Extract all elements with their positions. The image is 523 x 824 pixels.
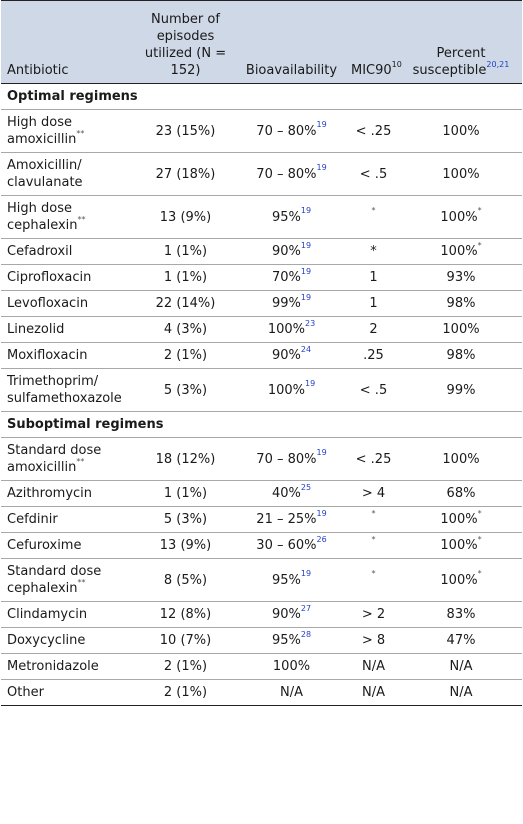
cell-antibiotic <box>1 559 135 602</box>
susceptible-value: 98% <box>446 296 476 311</box>
reference-link[interactable]: 25 <box>300 482 312 492</box>
table-row <box>1 438 522 481</box>
cell-antibiotic <box>1 680 135 706</box>
cell-episodes <box>135 438 236 481</box>
cell-episodes <box>135 110 236 153</box>
episodes-value: 23 (15%) <box>155 123 216 139</box>
section-title: Suboptimal regimens <box>7 417 164 432</box>
table-row <box>1 265 522 291</box>
table-row <box>1 369 522 412</box>
header-susceptible-label: Percent susceptible <box>412 46 487 78</box>
bioavailability-value: 95% <box>271 209 301 225</box>
cell-susceptible <box>400 602 522 628</box>
susceptible-value: 98% <box>446 348 476 363</box>
table-row <box>1 291 522 317</box>
mic90-value: < .5 <box>359 166 388 182</box>
mic90-value: < .5 <box>359 382 388 398</box>
cell-antibiotic <box>1 369 135 412</box>
cell-mic90 <box>347 680 400 706</box>
footnote-mark: * <box>477 508 482 518</box>
reference-link[interactable]: 19 <box>304 379 316 389</box>
antibiotic-name: Clindamycin <box>7 607 88 622</box>
mic90-value: < .25 <box>355 123 392 139</box>
mic90-value: < .25 <box>355 451 392 467</box>
susceptible-value: 83% <box>446 607 476 622</box>
cell-mic90 <box>347 481 400 507</box>
susceptible-value: 99% <box>446 382 476 398</box>
mic90-value: 1 <box>369 270 378 285</box>
susceptible-value: 100% <box>442 451 480 467</box>
reference-link[interactable]: 19 <box>316 163 327 173</box>
cell-antibiotic <box>1 239 135 265</box>
reference-link[interactable]: 19 <box>300 569 312 579</box>
susceptible-value: 100% <box>440 572 478 588</box>
bioavailability-value: 40% <box>271 486 301 501</box>
susceptible-value: 93% <box>446 270 476 285</box>
mic90-value: 1 <box>369 296 378 311</box>
cell-susceptible <box>400 533 522 559</box>
table-row <box>1 110 522 153</box>
susceptible-value: N/A <box>449 685 473 700</box>
cell-susceptible <box>400 559 522 602</box>
antibiotic-name: Standard dose cephalexin <box>7 564 102 596</box>
cell-susceptible <box>400 481 522 507</box>
cell-antibiotic <box>1 602 135 628</box>
episodes-value: 18 (12%) <box>155 451 216 467</box>
cell-episodes <box>135 239 236 265</box>
reference-link[interactable]: 26 <box>316 534 327 544</box>
cell-episodes <box>135 481 236 507</box>
cell-bioavailability <box>236 265 347 291</box>
antibiotic-name: Levofloxacin <box>7 296 89 311</box>
table-row <box>1 680 522 706</box>
antibiotic-name: Cefdinir <box>7 512 58 527</box>
antibiotic-name: Standard dose amoxicillin <box>7 443 102 475</box>
antibiotic-table-container <box>1 0 522 706</box>
mic90-value: * <box>370 244 377 259</box>
cell-bioavailability <box>236 110 347 153</box>
cell-antibiotic <box>1 481 135 507</box>
cell-episodes <box>135 153 236 196</box>
cell-bioavailability <box>236 680 347 706</box>
susceptible-value: 100% <box>440 538 478 553</box>
bioavailability-value: 21 – 25% <box>256 512 317 527</box>
bioavailability-value: 70 – 80% <box>256 166 317 182</box>
cell-antibiotic <box>1 507 135 533</box>
table-row <box>1 481 522 507</box>
cell-antibiotic <box>1 291 135 317</box>
mic90-value: N/A <box>362 685 385 700</box>
susceptible-value: 100% <box>440 244 478 259</box>
cell-susceptible <box>400 196 522 239</box>
susceptible-value: 100% <box>442 123 480 139</box>
cell-episodes <box>135 507 236 533</box>
cell-susceptible <box>400 343 522 369</box>
susceptible-value: 100% <box>442 322 480 337</box>
antibiotic-name: Cefuroxime <box>7 538 82 553</box>
table-row <box>1 153 522 196</box>
bioavailability-value: 30 – 60% <box>256 538 317 553</box>
cell-bioavailability <box>236 153 347 196</box>
episodes-value: 1 (1%) <box>163 486 208 501</box>
susceptible-value: 100% <box>440 209 478 225</box>
cell-episodes <box>135 602 236 628</box>
footnote-mark: * <box>477 240 482 250</box>
cell-bioavailability <box>236 559 347 602</box>
cell-bioavailability <box>236 602 347 628</box>
reference-link[interactable]: 28 <box>300 629 312 639</box>
antibiotic-name: Ciprofloxacin <box>7 270 92 285</box>
cell-mic90 <box>347 153 400 196</box>
cell-bioavailability <box>236 291 347 317</box>
reference-link[interactable]: 19 <box>300 266 312 276</box>
cell-mic90 <box>347 559 400 602</box>
table-row <box>1 239 522 265</box>
cell-bioavailability <box>236 507 347 533</box>
susceptible-value: 100% <box>442 166 480 182</box>
cell-susceptible <box>400 507 522 533</box>
episodes-value: 2 (1%) <box>163 348 208 363</box>
cell-bioavailability <box>236 196 347 239</box>
cell-susceptible <box>400 680 522 706</box>
antibiotic-name: Moxifloxacin <box>7 348 88 363</box>
cell-susceptible <box>400 265 522 291</box>
reference-link[interactable]: 23 <box>304 318 316 328</box>
episodes-value: 22 (14%) <box>155 296 216 311</box>
episodes-value: 12 (8%) <box>159 607 212 622</box>
cell-bioavailability <box>236 239 347 265</box>
cell-susceptible <box>400 369 522 412</box>
cell-mic90 <box>347 265 400 291</box>
cell-mic90 <box>347 110 400 153</box>
header-mic90-ref: 10 <box>391 59 402 69</box>
header-episodes: Number of episodes utilized (N = 152) <box>144 12 227 78</box>
bioavailability-value: 100% <box>267 382 305 398</box>
cell-bioavailability <box>236 369 347 412</box>
cell-antibiotic <box>1 265 135 291</box>
cell-susceptible <box>400 153 522 196</box>
antibiotic-name: Amoxicillin/ clavulanate <box>7 158 83 190</box>
cell-susceptible <box>400 239 522 265</box>
cell-mic90 <box>347 438 400 481</box>
cell-mic90 <box>347 533 400 559</box>
bioavailability-value: 100% <box>267 322 305 337</box>
antibiotic-name: Metronidazole <box>7 659 99 674</box>
cell-episodes <box>135 196 236 239</box>
cell-mic90 <box>347 291 400 317</box>
table-row <box>1 196 522 239</box>
section-header-row <box>1 412 522 438</box>
cell-mic90 <box>347 369 400 412</box>
cell-antibiotic <box>1 628 135 654</box>
bioavailability-value: 70% <box>271 270 301 285</box>
cell-episodes <box>135 559 236 602</box>
cell-mic90 <box>347 196 400 239</box>
cell-episodes <box>135 369 236 412</box>
section-title: Optimal regimens <box>7 89 138 104</box>
antibiotic-name: High dose cephalexin <box>7 201 78 233</box>
antibiotic-name: Linezolid <box>7 322 65 337</box>
cell-bioavailability <box>236 533 347 559</box>
cell-mic90 <box>347 628 400 654</box>
footnote-mark: * <box>371 508 376 518</box>
reference-link[interactable]: 19 <box>316 120 327 130</box>
cell-mic90 <box>347 317 400 343</box>
mic90-value: .25 <box>363 348 384 363</box>
footnote-mark: * <box>477 569 482 579</box>
cell-bioavailability <box>236 654 347 680</box>
cell-antibiotic <box>1 654 135 680</box>
cell-susceptible <box>400 317 522 343</box>
table-row <box>1 602 522 628</box>
episodes-value: 13 (9%) <box>159 538 212 553</box>
antibiotic-name: Cefadroxil <box>7 244 73 259</box>
episodes-value: 8 (5%) <box>163 572 208 588</box>
footnote-mark: ** <box>77 214 86 224</box>
episodes-value: 27 (18%) <box>155 166 216 182</box>
cell-susceptible <box>400 291 522 317</box>
bioavailability-value: 99% <box>271 296 301 311</box>
reference-link[interactable]: 19 <box>316 448 327 458</box>
header-bioavailability: Bioavailability <box>245 63 338 78</box>
cell-episodes <box>135 628 236 654</box>
susceptible-value: 68% <box>446 486 476 501</box>
header-mic90 <box>347 1 400 84</box>
table-row <box>1 654 522 680</box>
episodes-value: 1 (1%) <box>163 270 208 285</box>
cell-episodes <box>135 654 236 680</box>
bioavailability-value: 100% <box>272 659 311 674</box>
header-susceptible <box>400 1 522 84</box>
antibiotic-name: Other <box>7 685 44 700</box>
cell-susceptible <box>400 438 522 481</box>
antibiotic-name: High dose amoxicillin <box>7 115 77 147</box>
cell-susceptible <box>400 628 522 654</box>
episodes-value: 5 (3%) <box>163 512 208 527</box>
cell-mic90 <box>347 602 400 628</box>
footnote-mark: ** <box>77 577 86 587</box>
episodes-value: 13 (9%) <box>159 209 212 225</box>
cell-antibiotic <box>1 343 135 369</box>
section-header-row <box>1 84 522 110</box>
episodes-value: 2 (1%) <box>163 659 208 674</box>
cell-mic90 <box>347 239 400 265</box>
cell-bioavailability <box>236 438 347 481</box>
mic90-value: > 4 <box>361 486 386 501</box>
cell-bioavailability <box>236 481 347 507</box>
susceptible-value: 47% <box>446 633 476 648</box>
cell-susceptible <box>400 110 522 153</box>
table-body <box>1 84 522 706</box>
table-row <box>1 317 522 343</box>
cell-bioavailability <box>236 317 347 343</box>
footnote-mark: * <box>371 534 376 544</box>
cell-antibiotic <box>1 153 135 196</box>
header-antibiotic: Antibiotic <box>7 63 69 78</box>
episodes-value: 10 (7%) <box>159 633 212 648</box>
cell-antibiotic <box>1 196 135 239</box>
reference-link[interactable]: 19 <box>300 206 312 216</box>
cell-antibiotic <box>1 110 135 153</box>
cell-episodes <box>135 680 236 706</box>
antibiotic-name: Trimethoprim/ sulfamethoxazole <box>7 374 122 406</box>
mic90-value: 2 <box>369 322 378 337</box>
cell-antibiotic <box>1 533 135 559</box>
cell-episodes <box>135 265 236 291</box>
footnote-mark: * <box>477 534 482 544</box>
footnote-mark: ** <box>76 128 85 138</box>
reference-link[interactable]: 24 <box>300 344 312 354</box>
cell-episodes <box>135 291 236 317</box>
bioavailability-value: 90% <box>271 244 301 259</box>
episodes-value: 2 (1%) <box>163 685 208 700</box>
susceptible-value: 100% <box>440 512 478 527</box>
cell-episodes <box>135 317 236 343</box>
mic90-value: > 2 <box>361 607 386 622</box>
table-row <box>1 507 522 533</box>
header-mic90-label: MIC90 <box>351 63 392 78</box>
bioavailability-value: 90% <box>271 607 301 622</box>
bioavailability-value: N/A <box>280 685 303 700</box>
antibiotic-name: Azithromycin <box>7 486 93 501</box>
bioavailability-value: 95% <box>271 633 301 648</box>
susceptible-value: N/A <box>449 659 473 674</box>
cell-bioavailability <box>236 628 347 654</box>
cell-episodes <box>135 343 236 369</box>
footnote-mark: * <box>371 206 376 216</box>
table-header-row <box>1 1 522 84</box>
table-row <box>1 628 522 654</box>
bioavailability-value: 70 – 80% <box>256 451 317 467</box>
cell-mic90 <box>347 507 400 533</box>
cell-mic90 <box>347 654 400 680</box>
bioavailability-value: 70 – 80% <box>256 123 317 139</box>
reference-link[interactable]: 19 <box>316 508 327 518</box>
mic90-value: > 8 <box>361 633 386 648</box>
cell-susceptible <box>400 654 522 680</box>
cell-mic90 <box>347 343 400 369</box>
reference-link[interactable]: 27 <box>300 603 312 613</box>
header-susceptible-ref[interactable]: 20,21 <box>486 59 510 69</box>
reference-link[interactable]: 19 <box>300 240 312 250</box>
table-row <box>1 559 522 602</box>
bioavailability-value: 95% <box>271 572 301 588</box>
cell-episodes <box>135 533 236 559</box>
episodes-value: 4 (3%) <box>163 322 208 337</box>
table-row <box>1 343 522 369</box>
table-row <box>1 533 522 559</box>
cell-antibiotic <box>1 438 135 481</box>
bioavailability-value: 90% <box>271 348 301 363</box>
footnote-mark: * <box>371 569 376 579</box>
cell-bioavailability <box>236 343 347 369</box>
cell-antibiotic <box>1 317 135 343</box>
footnote-mark: ** <box>76 456 85 466</box>
reference-link[interactable]: 19 <box>300 292 312 302</box>
footnote-mark: * <box>477 206 482 216</box>
antibiotic-name: Doxycycline <box>7 633 86 648</box>
antibiotic-table <box>1 0 522 706</box>
episodes-value: 1 (1%) <box>163 244 208 259</box>
mic90-value: N/A <box>362 659 385 674</box>
episodes-value: 5 (3%) <box>163 382 208 398</box>
